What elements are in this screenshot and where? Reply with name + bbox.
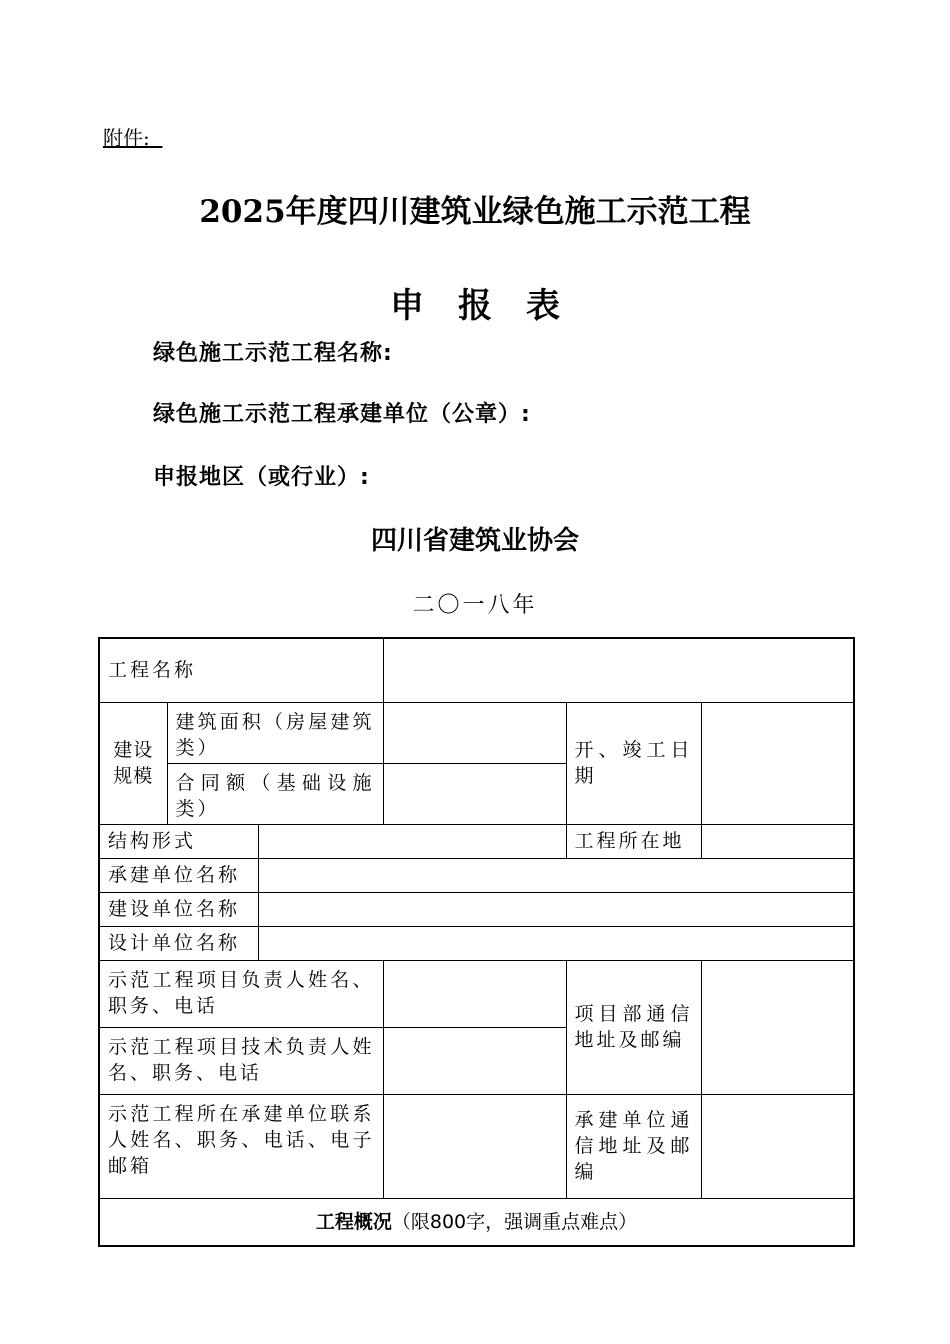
overview-label: 工程概况: [315, 1210, 392, 1233]
label-contact-person: 示范工程所在承建单位联系人姓名、职务、电话、电子邮箱: [99, 1094, 383, 1198]
label-construction-scale: 建设规模: [99, 702, 167, 824]
label-owner-name: 建设单位名称: [99, 892, 258, 926]
label-project-location: 工程所在地: [566, 824, 701, 858]
input-designer-name[interactable]: [258, 926, 854, 960]
field-region: 申报地区（或行业）:: [153, 465, 370, 490]
label-technical-manager: 示范工程项目技术负责人姓名、职务、电话: [99, 1027, 383, 1094]
label-contractor-name: 承建单位名称: [99, 858, 258, 892]
input-project-name[interactable]: [383, 638, 854, 702]
input-building-area[interactable]: [383, 702, 566, 763]
overview-heading: [99, 1198, 854, 1246]
label-structure-form: 结构形式: [99, 824, 258, 858]
organization-name: 四川省建筑业协会: [370, 526, 579, 556]
attachment-label: 附件:: [103, 126, 163, 150]
table-row: [99, 1198, 854, 1246]
input-contractor-address[interactable]: [701, 1094, 854, 1198]
application-form-table: [98, 637, 855, 1247]
table-row: [99, 638, 854, 702]
table-row: [99, 824, 854, 858]
table-row: [99, 1094, 854, 1198]
table-row: [99, 858, 854, 892]
input-start-end-date[interactable]: [701, 702, 854, 824]
input-owner-name[interactable]: [258, 892, 854, 926]
label-project-name: 工程名称: [99, 638, 383, 702]
table-row: [99, 892, 854, 926]
field-project-name: 绿色施工示范工程名称:: [153, 341, 393, 366]
label-start-end-date: 开、竣工日期: [566, 702, 701, 824]
label-contract-amount: 合同额（基础设施类）: [167, 763, 383, 824]
input-project-manager[interactable]: [383, 960, 566, 1027]
label-designer-name: 设计单位名称: [99, 926, 258, 960]
field-contractor: 绿色施工示范工程承建单位（公章）:: [153, 402, 531, 427]
table-row: [99, 960, 854, 1027]
label-project-manager: 示范工程项目负责人姓名、职务、电话: [99, 960, 383, 1027]
label-building-area: 建筑面积（房屋建筑类）: [167, 702, 383, 763]
input-technical-manager[interactable]: [383, 1027, 566, 1094]
overview-note: （限800字，强调重点难点）: [391, 1210, 638, 1233]
input-contract-amount[interactable]: [383, 763, 566, 824]
input-contractor-name[interactable]: [258, 858, 854, 892]
input-structure-form[interactable]: [258, 824, 566, 858]
input-contact-person[interactable]: [383, 1094, 566, 1198]
table-row: [99, 926, 854, 960]
document-year: 二〇一八年: [412, 593, 538, 618]
document-subtitle: 申报表: [390, 286, 594, 326]
label-project-dept-address: 项目部通信地址及邮编: [566, 960, 701, 1094]
input-project-dept-address[interactable]: [701, 960, 854, 1094]
input-project-location[interactable]: [701, 824, 854, 858]
document-title: 2025年度四川建筑业绿色施工示范工程: [199, 194, 751, 230]
label-contractor-address: 承建单位通信地址及邮编: [566, 1094, 701, 1198]
table-row: [99, 702, 854, 763]
